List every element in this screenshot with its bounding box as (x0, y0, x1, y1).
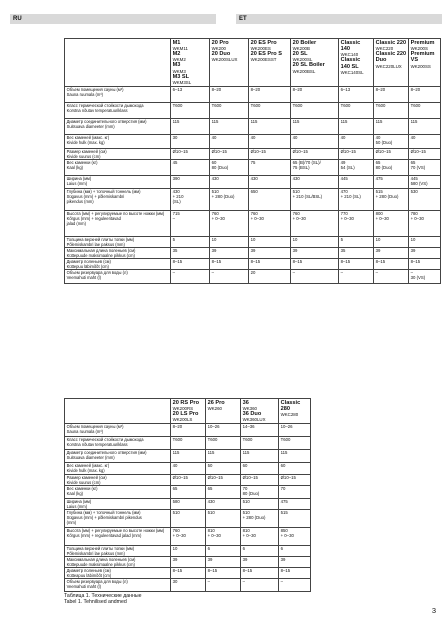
table-cell: – (291, 269, 339, 283)
model-name: 140 SL (340, 63, 359, 70)
table-cell: – (210, 269, 249, 283)
table-cell: 45 (171, 159, 210, 175)
table-cell: 510 (241, 499, 279, 510)
page-number: 3 (431, 606, 436, 615)
row-label: Толщина верхней плиты топки (мм) Põlemiskambri lae paksus (mm) (65, 546, 171, 557)
table-row (65, 463, 311, 475)
row-label: Диаметр соединительного отверстия (мм) Suitsuava diameeter (mm) (65, 118, 171, 134)
table-cell: 39 (374, 247, 409, 258)
table-cell: 115 (171, 450, 206, 463)
table-cell: 8–20 (291, 86, 339, 102)
table-cell: 65 (206, 486, 241, 499)
table-cell: 10 (409, 236, 441, 247)
table-cell: 14–36 (241, 424, 279, 437)
model-header-premium (409, 39, 441, 87)
technical-data-table-1 (64, 38, 441, 284)
table-cell: 430 (206, 499, 241, 510)
table-cell: Ø10–15 (291, 148, 339, 159)
model-name: M2 (172, 51, 181, 58)
model-code: WK200B (292, 46, 310, 52)
row-label: Класс термической стойкости дымохода Korstna nõutav temperatuuriklass (65, 437, 171, 450)
model-code: WKM3 (172, 68, 186, 74)
model-name: 20 RS Pro (172, 400, 200, 406)
language-tag-et: ET (236, 14, 442, 24)
table-cell: 8–15 (241, 568, 279, 579)
table-cell: 580 (171, 499, 206, 510)
model-name: Premium VS (410, 51, 435, 64)
table-cell: 475 (374, 175, 409, 188)
table-row (65, 236, 441, 247)
model-header-rspro20 (171, 399, 206, 424)
table-cell: 40 (291, 134, 339, 148)
table-row (65, 475, 311, 486)
table-cell: 60 (241, 463, 279, 475)
table-cell: 510 + 280 (Duo) (210, 188, 249, 210)
table-cell: 10 (210, 236, 249, 247)
table-cell: 470 + 210 (SL) (339, 188, 374, 210)
model-code: WKC140SL (340, 69, 364, 75)
model-name: M1 (172, 40, 181, 46)
table-cell: 8–20 (171, 424, 206, 437)
table-row (65, 528, 311, 546)
table-cell: 8–20 (249, 86, 291, 102)
table-cell: 40 (249, 134, 291, 148)
table-cell: 8–15 (171, 568, 206, 579)
row-label: Высота (мм) + регулируемые по высоте ножки (мм) Kõrgus (mm) + reguleeritavad jalad (mm) (65, 528, 171, 546)
model-name: Classic 280 (280, 400, 301, 413)
table-cell: 510 + 210 (SL/BSL) (291, 188, 339, 210)
table-cell: 760 + 0–30 (171, 528, 206, 546)
table-cell: 40 (409, 134, 441, 148)
model-code: WKM3SL (172, 79, 192, 85)
table-cell: 510 + 280 (Duo) (241, 510, 279, 528)
model-code: WK360LUX (242, 417, 266, 423)
table-cell: 650 (249, 188, 291, 210)
technical-data-table-2 (64, 398, 311, 592)
table-cell: 115 (171, 118, 210, 134)
row-label: Размер каменей (см) Kivide suurus (cm) (65, 148, 171, 159)
table-cell: Ø10–15 (241, 475, 279, 486)
table-cell: Ø10–15 (206, 475, 241, 486)
table-cell: 30 (171, 134, 210, 148)
table-cell: 430 (291, 175, 339, 188)
table-row (65, 247, 441, 258)
table-cell: T600 (409, 102, 441, 118)
table-row (65, 148, 441, 159)
model-code: WK200BSL (292, 68, 316, 74)
table-cell: 6 (241, 546, 279, 557)
table-cell: 115 (249, 118, 291, 134)
row-label: Ширина (мм) Laius (mm) (65, 175, 171, 188)
model-code: WK200ESST (250, 57, 277, 63)
model-name: 36 (242, 400, 249, 406)
table-row (65, 450, 311, 463)
table-cell: 6–13 (171, 86, 210, 102)
table-cell: T600 (210, 102, 249, 118)
table-cell: 10 (374, 236, 409, 247)
table-row (65, 546, 311, 557)
model-name: Premium (410, 40, 435, 46)
table-cell: Ø10–15 (339, 148, 374, 159)
language-tag-ru: RU (10, 14, 216, 24)
table-cell: 39 (249, 247, 291, 258)
table-cell: 8–15 (291, 258, 339, 269)
table-cell: T600 (249, 102, 291, 118)
table-cell: T600 (206, 437, 241, 450)
model-code: WK200 (211, 46, 226, 52)
table-cell: 30 (171, 579, 206, 592)
table-cell: 65 80 (Duo) (374, 159, 409, 175)
table-cell: 10 (171, 546, 206, 557)
table-cell: 60 (279, 463, 311, 475)
table-row (65, 118, 441, 134)
table-cell: 70 (279, 486, 311, 499)
table-row (65, 210, 441, 236)
row-label: Глубина (мм) + топочный тоннель (мм) Sügavus (mm) + põlemiskambri pikendus (mm) (65, 188, 171, 210)
model-name: Classic (340, 40, 361, 46)
table-cell: 40 50 (Duo) (374, 134, 409, 148)
table-cell: 850 + 0–30 (279, 528, 311, 546)
model-header-row (65, 399, 311, 424)
table-cell: 780 + 0–30 (409, 210, 441, 236)
table-cell: 475 (279, 499, 311, 510)
table-cell: 39 (409, 247, 441, 258)
table-cell: 8–15 (279, 568, 311, 579)
model-code: WK200LS (172, 417, 193, 423)
table-cell: 445 580 (VS) (409, 175, 441, 188)
model-name: Classic 220 (375, 40, 407, 46)
model-code: WKC140 (340, 52, 359, 58)
table-cell: 8–20 (374, 86, 409, 102)
table-cell: Ø10–15 (249, 148, 291, 159)
table-cell: T600 (171, 437, 206, 450)
row-label: Максимальная длина поленьев (см) Küttepuude maksimaalne pikkus (cm) (65, 557, 171, 568)
table-cell: T600 (171, 102, 210, 118)
table-cell: 8–15 (374, 258, 409, 269)
model-name: 20 ES Pro S (250, 51, 282, 58)
table-cell: 810 + 0–30 (206, 528, 241, 546)
table-cell: 8–15 (210, 258, 249, 269)
model-code: WKC220 (375, 46, 394, 52)
model-name: 20 Boiler (292, 40, 317, 46)
row-label: Максимальная длина поленьев (см) Küttepuude maksimaalne pikkus (cm) (65, 247, 171, 258)
table-cell: 115 (339, 118, 374, 134)
table-cell: 430 (210, 175, 249, 188)
table-cell: 5 (339, 236, 374, 247)
table-cell: 39 (279, 557, 311, 568)
table-cell: – (339, 269, 374, 283)
model-name: Duo (375, 57, 387, 64)
table-cell: 65 70 (VS) (409, 159, 441, 175)
table-row (65, 557, 311, 568)
table-cell: 8–15 (409, 258, 441, 269)
table-cell: Ø10–15 (210, 148, 249, 159)
table-cell: 35 (339, 247, 374, 258)
model-code: WKC280 (280, 412, 299, 418)
table-cell: 6 (279, 546, 311, 557)
table-cell: 760 + 0–30 (291, 210, 339, 236)
row-label: Высота (мм) + регулируемые по высоте ножки (мм) Kõrgus (mm) + reguleeritavad jalad (mm) (65, 210, 171, 236)
table-cell: 6–13 (339, 86, 374, 102)
table-cell: 65 (171, 486, 206, 499)
model-code: WKM11 (172, 46, 188, 52)
table-cell: 5 (171, 236, 210, 247)
row-label: Объем резервуара для воды (л) Veemahuti maht (l) (65, 579, 171, 592)
table-cell: 39 (210, 247, 249, 258)
table-row (65, 159, 441, 175)
table-row (65, 134, 441, 148)
caption-et: Tabel 1. Tehnilised andmed (64, 599, 127, 606)
caption-ru: Таблица 1. Технические данные (64, 593, 142, 599)
table-row (65, 86, 441, 102)
table-cell: Ø10–15 (409, 148, 441, 159)
table-cell: 8–15 (249, 258, 291, 269)
model-header-classic280 (279, 399, 311, 424)
table-cell: 810 + 0–30 (241, 528, 279, 546)
table-cell: 390 (171, 175, 210, 188)
model-name: 20 Duo (211, 51, 231, 58)
table-cell: T600 (339, 102, 374, 118)
model-code: WK200ES (250, 46, 271, 52)
table-cell: 75 (249, 159, 291, 175)
row-label: Ширина (мм) Laius (mm) (65, 499, 171, 510)
model-name: Classic 220 (375, 51, 407, 58)
model-name: 20 SL Boiler (292, 62, 325, 69)
header-blank-cell (65, 399, 171, 424)
table-row (65, 424, 311, 437)
table-row (65, 579, 311, 592)
model-name: 20 ES Pro (250, 40, 277, 46)
table-cell: 40 (339, 134, 374, 148)
model-name: 36 Duo (242, 411, 262, 418)
model-name: M3 (172, 62, 181, 69)
table-cell: – (374, 269, 409, 283)
model-code: WK200SL (292, 57, 313, 63)
table-cell: T600 (241, 437, 279, 450)
table-cell: 40 (171, 463, 206, 475)
table-cell: 510 (171, 510, 206, 528)
row-label: Толщина верхней плиты топки (мм) Põlemiskambri lae paksus (mm) (65, 236, 171, 247)
table-cell: – 30 (VS) (409, 269, 441, 283)
table-cell: 115 (409, 118, 441, 134)
model-name: M3 SL (172, 73, 190, 80)
model-header-classic140 (339, 39, 374, 87)
table-row (65, 499, 311, 510)
table-cell: 10–26 (206, 424, 241, 437)
table-cell: 8–15 (171, 258, 210, 269)
table-cell: 8–20 (210, 86, 249, 102)
table-cell: 530 (409, 188, 441, 210)
model-header-boiler20 (291, 39, 339, 87)
row-label: Диаметр соединительного отверстия (мм) Suitsuava diameeter (mm) (65, 450, 171, 463)
row-label: Класс термической стойкости дымохода Korstna nõutav temperatuuriklass (65, 102, 171, 118)
model-code: WKC220LUX (375, 63, 402, 69)
table-cell: 8–15 (206, 568, 241, 579)
model-code: WK260 (207, 406, 222, 412)
table-row (65, 188, 441, 210)
table-row (65, 486, 311, 499)
model-code: WKM2 (172, 57, 186, 63)
model-code: WK200S (410, 46, 428, 52)
table-caption (64, 593, 141, 606)
table-cell: Ø10–15 (171, 475, 206, 486)
table-cell: 6 (206, 546, 241, 557)
model-code: WK200SS (410, 63, 431, 69)
table-cell: Ø10–15 (374, 148, 409, 159)
model-header-espro20 (249, 39, 291, 87)
row-label: Вес каменки (кг) Kaal (kg) (65, 486, 171, 499)
table-row (65, 258, 441, 269)
table-cell: T600 (374, 102, 409, 118)
row-label: Диаметр поленьев (см) Küttepuu läbimõõt (cm) (65, 258, 171, 269)
table-cell: 430 + 210 (SL) (171, 188, 210, 210)
table-cell: – (171, 269, 210, 283)
table-cell: – (241, 579, 279, 592)
table-cell: – (206, 579, 241, 592)
model-header-classic220 (374, 39, 409, 87)
row-label: Вес каменей (макс. кг) Kivide hulk (max. kg) (65, 134, 171, 148)
table-cell: T600 (291, 102, 339, 118)
table-cell: 515 (279, 510, 311, 528)
table-cell: 39 (241, 557, 279, 568)
table-row (65, 437, 311, 450)
table-cell: 115 (241, 450, 279, 463)
table-cell: 8–20 (409, 86, 441, 102)
table-cell: 39 (291, 247, 339, 258)
table-cell: 20 (249, 269, 291, 283)
model-header-wk360 (241, 399, 279, 424)
table-cell: 8–15 (339, 258, 374, 269)
model-name: 20 LS Pro (172, 411, 199, 418)
table-row (65, 568, 311, 579)
model-header-row (65, 39, 441, 87)
table-cell: 510 (206, 510, 241, 528)
model-name: Classic (340, 57, 361, 64)
model-name: 26 Pro (207, 400, 225, 406)
table-cell: 760 + 0–30 (210, 210, 249, 236)
table-row (65, 510, 311, 528)
model-header-pro26 (206, 399, 241, 424)
model-name: 20 Pro (211, 40, 229, 46)
table-cell: 35 (171, 247, 210, 258)
table-cell: 515 + 280 (Duo) (374, 188, 409, 210)
table-cell: 65 (B)/70 (SL)/ 75 (BSL) (291, 159, 339, 175)
table-cell: 39 (171, 557, 206, 568)
table-cell: 40 (210, 134, 249, 148)
model-name: 20 SL (292, 51, 308, 58)
table-cell: 800 + 0–30 (374, 210, 409, 236)
model-code: WK200SLUX (211, 57, 238, 63)
table-cell: T600 (279, 437, 311, 450)
table-cell: 715 – (171, 210, 210, 236)
table-row (65, 175, 441, 188)
table-cell: Ø10–15 (171, 148, 210, 159)
table-cell: 760 + 0–30 (249, 210, 291, 236)
table-cell: 50 (206, 463, 241, 475)
table-cell: 115 (374, 118, 409, 134)
model-code: WK200RS (172, 406, 194, 412)
header-blank-cell (65, 39, 171, 87)
table-cell: 770 + 0–30 (339, 210, 374, 236)
row-label: Диаметр поленьев (см) Kütteapuu läbimõõt (cm) (65, 568, 171, 579)
table-cell: 10 (291, 236, 339, 247)
table-cell: 10 (249, 236, 291, 247)
table-row (65, 102, 441, 118)
table-cell: 70 80 (Duo) (241, 486, 279, 499)
table-cell: 10–26 (279, 424, 311, 437)
table-row (65, 269, 441, 283)
model-name: 140 (340, 46, 350, 53)
row-label: Глубина (мм) + топочный тоннель (мм) Sügavus (mm) + põlemiskambri pikendus (mm) (65, 510, 171, 528)
model-header-pro20 (210, 39, 249, 87)
table-cell: 60 80 (Duo) (210, 159, 249, 175)
table-cell: 39 (206, 557, 241, 568)
table-cell: 445 (339, 175, 374, 188)
row-label: Размер каменей (см) Kivide suurus (cm) (65, 475, 171, 486)
row-label: Объем помещения сауны (м³) Sauna ruumala (m³) (65, 424, 171, 437)
table-cell: 115 (210, 118, 249, 134)
table-cell: 49 54 (SL) (339, 159, 374, 175)
table-cell: Ø10–15 (279, 475, 311, 486)
row-label: Объем помещения сауны (м³) Sauna ruumala (m³) (65, 86, 171, 102)
row-label: Вес каменей (макс. кг) Kivide hulk (max. kg) (65, 463, 171, 475)
table-cell: 115 (206, 450, 241, 463)
table-cell: – (279, 579, 311, 592)
row-label: Вес каменки (кг) Kaal (kg) (65, 159, 171, 175)
model-header-m1 (171, 39, 210, 87)
table-cell: 430 (249, 175, 291, 188)
table-cell: 115 (279, 450, 311, 463)
row-label: Объем резервуара для воды (л) Veemahuti maht (l) (65, 269, 171, 283)
model-code: WK360 (242, 406, 257, 412)
table-cell: 115 (291, 118, 339, 134)
